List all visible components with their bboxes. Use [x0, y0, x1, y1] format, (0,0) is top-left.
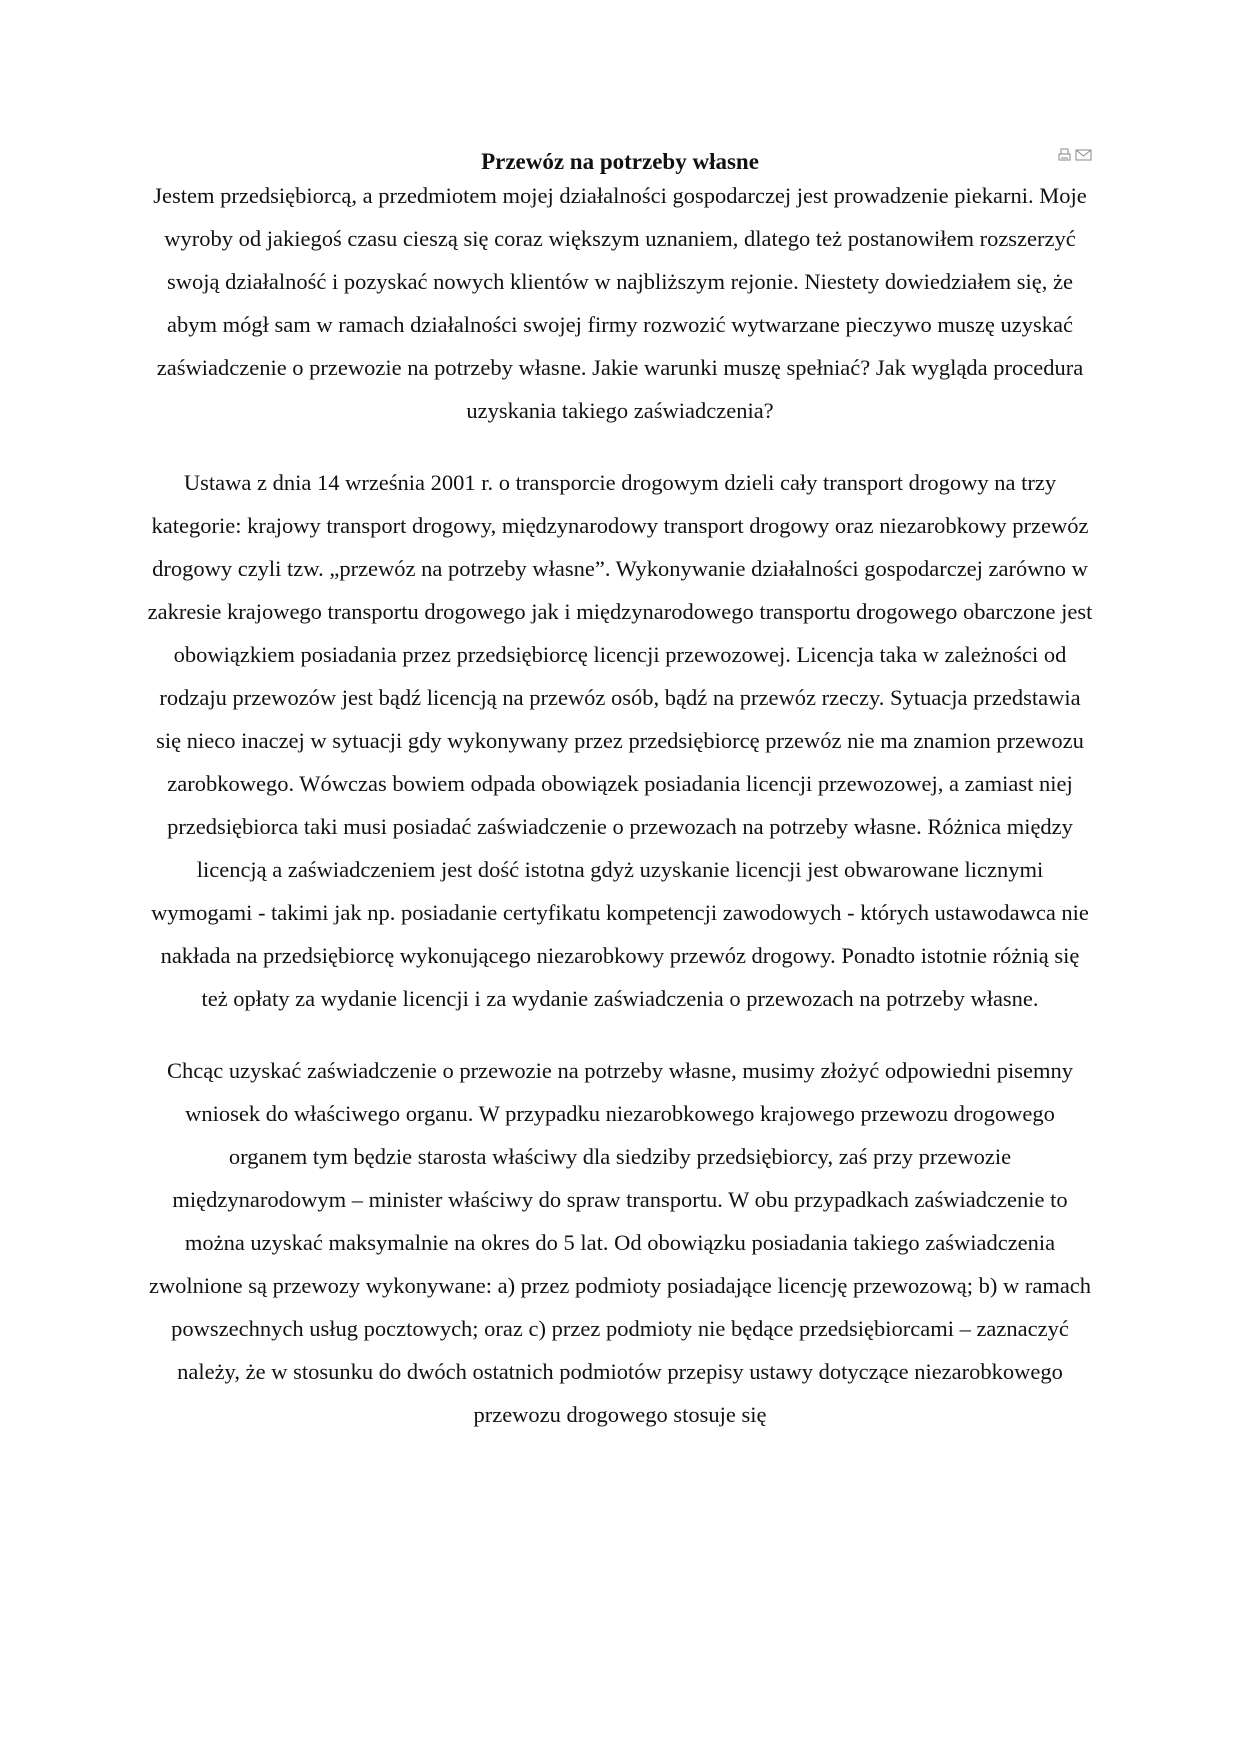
email-icon[interactable] — [1075, 149, 1092, 162]
print-icon[interactable] — [1058, 148, 1073, 163]
paragraph-procedure: Chcąc uzyskać zaświadczenie o przewozie na potrzeby własne, musimy złożyć odpowiedni pisemny wniosek do właściwego organu. W przypadku niezarobkowego krajowego przewozu drogowego organem tym będzie starosta właściwy dla siedziby przedsiębiorcy, zaś przy przewozie międzynarodowym – minister właściwy do spraw transportu. W obu przypadkach zaświadczenie to można uzyskać maksymalnie na okres do 5 lat. Od obowiązku posiadania takiego zaświadczenia zwolnione są przewozy wykonywane: a) przez podmioty posiadające licencję przewozową; b) w ramach powszechnych usług pocztowych; oraz c) przez podmioty nie będące przedsiębiorcami – zaznaczyć należy, że w stosunku do dwóch ostatnich podmiotów przepisy ustawy dotyczące niezarobkowego przewozu drogowego stosuje się — [148, 1058, 1092, 1427]
paragraph-law-overview: Ustawa z dnia 14 września 2001 r. o transporcie drogowym dzieli cały transport drogowy na trzy kategorie: krajowy transport drogowy, międzynarodowy transport drogowy oraz niezarobkowy przewóz drogowy czyli tzw. „przewóz na potrzeby własne”. Wykonywanie działalności gospodarczej zarówno w zakresie krajowego transportu drogowego jak i międzynarodowego transportu drogowego obarczone jest obowiązkiem posiadania przez przedsiębiorcę licencji przewozowej. Licencja taka w zależności od rodzaju przewozów jest bądź licencją na przewóz osób, bądź na przewóz rzeczy. Sytuacja przedstawia się nieco inaczej w sytuacji gdy wykonywany przez przedsiębiorcę przewóz nie ma znamion przewozu zarobkowego. Wówczas bowiem odpada obowiązek posiadania licencji przewozowej, a zamiast niej przedsiębiorca taki musi posiadać zaświadczenie o przewozach na potrzeby własne. Różnica między licencją a zaświadczeniem jest dość istotna gdyż uzyskanie licencji jest obwarowane licznymi wymogami - takimi jak np. posiadanie certyfikatu kompetencji zawodowych - których ustawodawca nie nakłada na przedsiębiorcę wykonującego niezarobkowy przewóz drogowy. Ponadto istotnie różnią się też opłaty za wydanie licencji i za wydanie zaświadczenia o przewozach na potrzeby własne. — [147, 470, 1093, 1011]
document-body — [145, 174, 1095, 1436]
toolbar-icons — [1058, 148, 1092, 163]
paragraph-question: Jestem przedsiębiorcą, a przedmiotem mojej działalności gospodarczej jest prowadzenie piekarni. Moje wyroby od jakiegoś czasu cieszą się coraz większym uznaniem, dlatego też postanowiłem rozszerzyć swoją działalność i pozyskać nowych klientów w najbliższym rejonie. Niestety dowiedziałem się, że abym mógł sam w ramach działalności swojej firmy rozwozić wytwarzane pieczywo muszę uzyskać zaświadczenie o przewozie na potrzeby własne. Jakie warunki muszę spełniać? Jak wygląda procedura uzyskania takiego zaświadczenia? — [153, 183, 1087, 423]
page-title: Przewóz na potrzeby własne — [481, 149, 759, 174]
